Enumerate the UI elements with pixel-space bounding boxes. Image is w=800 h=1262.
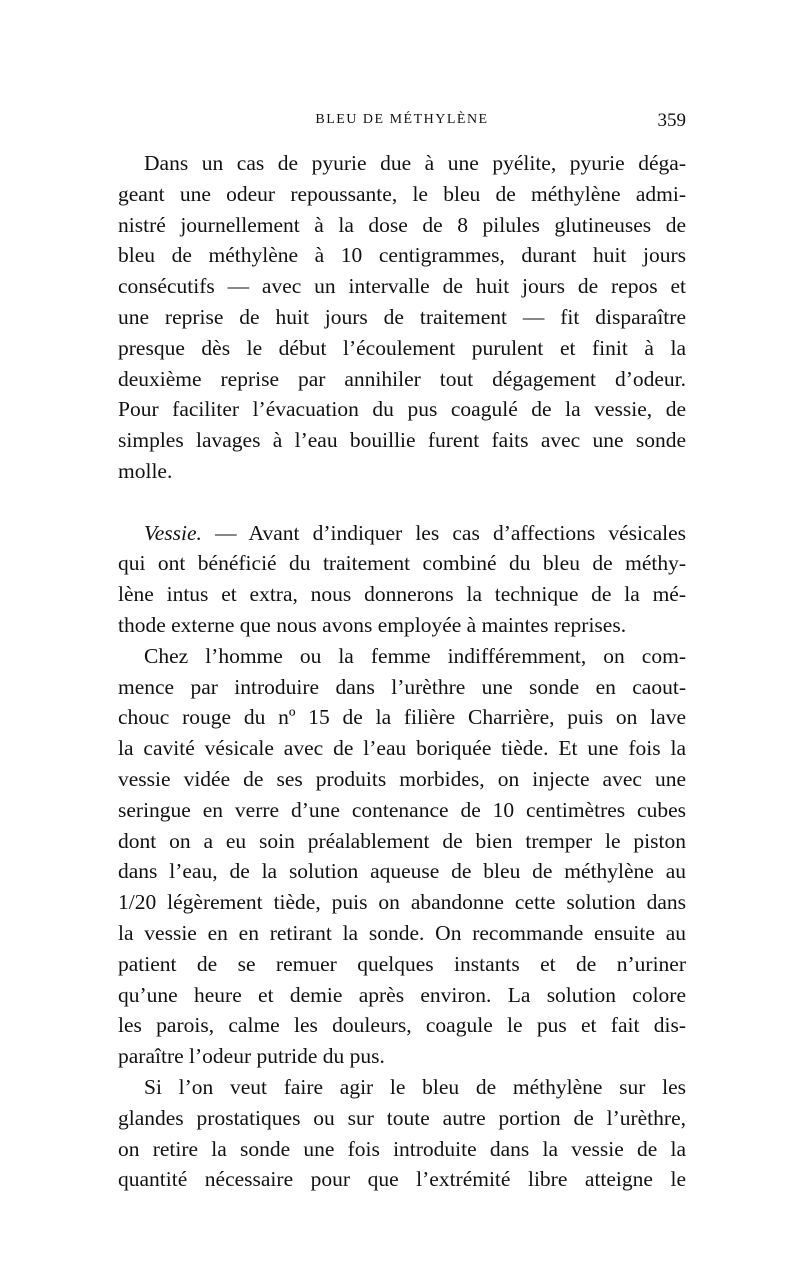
text-line: qui ont bénéficié du traitement combiné du bleu de méthy-	[118, 551, 686, 576]
text-line: Si l’on veut faire agir le bleu de méthylène sur les	[144, 1074, 686, 1099]
body-text	[118, 148, 686, 1195]
text-line: dont on a eu soin préalablement de bien tremper le piston	[118, 828, 686, 853]
text-line: seringue en verre d’une contenance de 10 centimètres cubes	[118, 797, 686, 822]
text-line: Pour faciliter l’évacuation du pus coagulé de la vessie, de	[118, 397, 686, 422]
text-line: Dans un cas de pyurie due à une pyélite, pyurie déga-	[144, 151, 686, 175]
text-line: vessie vidée de ses produits morbides, on injecte avec une	[118, 766, 686, 791]
text-line: bleu de méthylène à 10 centigrammes, durant huit jours	[118, 243, 686, 268]
text-line: la vessie en en retirant la sonde. On recommande ensuite au	[118, 920, 686, 945]
text-line: glandes prostatiques ou sur toute autre portion de l’urèthre,	[118, 1105, 686, 1130]
text-line: Chez l’homme ou la femme indifféremment, on com-	[144, 643, 686, 668]
text-line: dans l’eau, de la solution aqueuse de bleu de méthylène au	[118, 859, 686, 884]
text-line: mence par introduire dans l’urèthre une sonde en caout-	[118, 674, 686, 699]
text-line: chouc rouge du nº 15 de la filière Charrière, puis on lave	[118, 705, 686, 730]
text-line: geant une odeur repoussante, le bleu de méthylène admi-	[118, 181, 686, 206]
text-line: quantité nécessaire pour que l’extrémité libre atteigne le	[118, 1167, 686, 1192]
text-line: 1/20 légèrement tiède, puis on abandonne cette solution dans	[118, 890, 686, 915]
paragraph-gap	[118, 487, 686, 518]
running-title: BLEU DE MÉTHYLÈNE	[315, 112, 489, 127]
page-number: 359	[657, 110, 686, 131]
paragraph-vessie	[118, 518, 686, 641]
text-line: lène intus et extra, nous donnerons la technique de la mé-	[118, 582, 686, 607]
running-head	[118, 112, 686, 136]
text-line: les parois, calme les douleurs, coagule le pus et fait dis-	[118, 1013, 686, 1038]
text-line: consécutifs — avec un intervalle de huit jours de repos et	[118, 274, 686, 299]
text-line: thode externe que nous avons employée à maintes reprises.	[118, 612, 627, 637]
section-heading-vessie: Vessie.	[144, 520, 202, 545]
text-line: une reprise de huit jours de traitement — fit disparaître	[118, 304, 686, 329]
text-line: nistré journellement à la dose de 8 pilules glutineuses de	[118, 212, 686, 237]
text-fragment: — Avant d’indiquer les cas d’affections vésicales	[201, 520, 686, 545]
text-line: la cavité vésicale avec de l’eau boriquée tiède. Et une fois la	[118, 736, 686, 761]
text-line: simples lavages à l’eau bouillie furent faits avec une sonde	[118, 428, 686, 453]
paragraph-pyurie	[118, 148, 686, 487]
text-line	[118, 518, 686, 549]
text-line: qu’une heure et demie après environ. La solution colore	[118, 982, 686, 1007]
text-line: paraître l’odeur putride du pus.	[118, 1044, 385, 1069]
text-line: deuxième reprise par annihiler tout dégagement d’odeur.	[118, 366, 686, 391]
paragraph-technique	[118, 641, 686, 1072]
text-line: presque dès le début l’écoulement purulent et finit à la	[118, 335, 686, 360]
text-line: on retire la sonde une fois introduite dans la vessie de la	[118, 1136, 686, 1161]
text-line: molle.	[118, 458, 173, 483]
text-line: patient de se remuer quelques instants et de n’uriner	[118, 951, 686, 976]
paragraph-prostatiques	[118, 1072, 686, 1195]
